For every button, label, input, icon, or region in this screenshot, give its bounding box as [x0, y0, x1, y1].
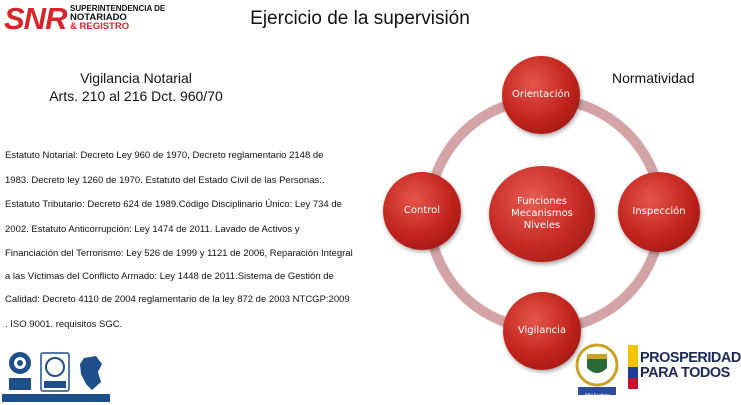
body-line: 2002. Estatuto Anticorrupción: Ley 1474 de 2011. Lavado de Activos y: [5, 224, 300, 235]
prosperidad-line-2: PARA TODOS: [640, 365, 730, 381]
logo-line-2: NOTARIADO: [70, 12, 127, 23]
vigilancia-heading-line-1: Vigilancia Notarial: [80, 70, 192, 86]
colombia-flag-icon: [628, 345, 638, 389]
node-control: [383, 172, 461, 250]
body-line: . ISO 9001. requisitos SGC.: [5, 319, 123, 330]
node-center: [489, 166, 595, 262]
colombia-map-icon: [76, 354, 106, 392]
logo-line-3: & REGISTRO: [70, 21, 130, 32]
center-line-1: Funciones: [517, 196, 567, 207]
node-inspeccion-label: Inspección: [632, 206, 686, 217]
node-orientacion: [502, 56, 580, 134]
slide-title: Ejercicio de la supervisión: [250, 8, 470, 29]
body-line: a las Víctimas del Conflicto Armado: Ley 1448 de 2011.Sistema de Gestión de: [5, 271, 334, 282]
body-line: Estatuto Tributario: Decreto 624 de 1989.Código Disciplinario Único: Ley 734 de: [5, 199, 342, 210]
icontec-badge-icon: [40, 352, 70, 392]
node-inspeccion: [618, 172, 700, 252]
prosperidad-line-1: PROSPERIDAD: [640, 350, 741, 366]
logo-line-1: SUPERINTENDENCIA DE: [70, 4, 166, 13]
node-vigilancia-label: Vigilancia: [517, 325, 567, 336]
center-line-2: Mecanismos: [511, 208, 573, 219]
coat-of-arms-icon: [572, 340, 622, 396]
node-orientacion-label: Orientación: [511, 89, 571, 100]
body-line: Estatuto Notarial: Decreto Ley 960 de 1970, Decreto reglamentario 2148 de: [5, 150, 324, 161]
body-line: Calidad: Decreto 4110 de 2004 reglamentario de la ley 872 de 2003 NTCGP:2009: [5, 294, 350, 305]
normatividad-heading: Normatividad: [612, 70, 695, 86]
center-line-3: Niveles: [523, 220, 561, 231]
node-vigilancia: [503, 292, 581, 370]
mintic-label: MinJusticia: [585, 393, 610, 399]
footer-bar: [2, 394, 110, 402]
prosperidad-logo: [640, 351, 741, 381]
node-control-label: Control: [403, 205, 441, 216]
vigilancia-heading: [20, 69, 252, 105]
snr-logo: SNR: [4, 1, 67, 36]
vigilancia-heading-line-2: Arts. 210 al 216 Dct. 960/70: [49, 88, 223, 104]
body-line: Financiación del Terrorismo: Ley 526 de 1999 y 1121 de 2006, Reparación Integral: [5, 248, 353, 259]
body-line: 1983. Decreto ley 1260 de 1970. Estatuto del Estado Civil de las Personas:.: [5, 175, 325, 186]
certification-badge-icon: [6, 350, 34, 392]
